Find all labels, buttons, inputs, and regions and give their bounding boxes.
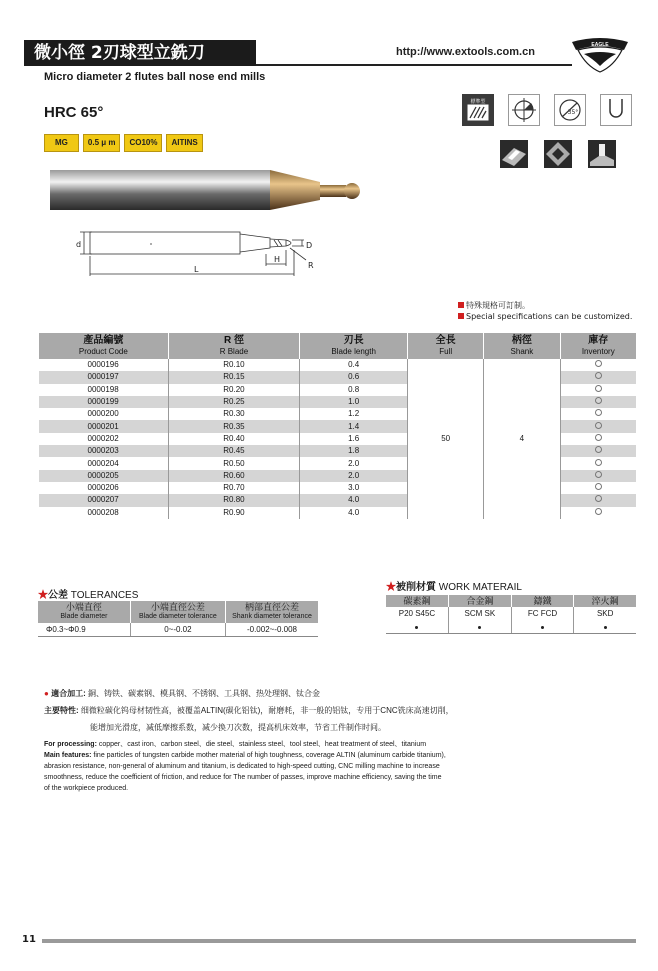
processing-en: For processing: copper、cast iron、carbon steel、die steel、stainless steel、tool steel、heat treatment of steel、titanium xyxy=(44,741,427,748)
table-row xyxy=(39,359,637,371)
shank-cell: 4 xyxy=(484,359,560,519)
stock-circle-icon xyxy=(595,409,602,416)
label-d: d xyxy=(76,240,82,249)
product-code-cell: 0000205 xyxy=(39,470,169,482)
subtitle: Micro diameter 2 flutes ball nose end mills xyxy=(44,71,266,83)
blade-length-cell: 0.6 xyxy=(300,371,408,383)
stock-circle-icon xyxy=(595,459,602,466)
footer-bar xyxy=(42,939,636,943)
r-blade-cell: R0.20 xyxy=(168,384,300,396)
inventory-cell xyxy=(560,371,636,383)
tol-header-blade-diameter: 小端直徑 Blade diameter xyxy=(38,601,130,623)
label-H: H xyxy=(274,255,281,264)
product-table-header xyxy=(39,333,637,359)
custom-note-en: Special specifications can be customized. xyxy=(466,312,633,321)
badge-mg: MG xyxy=(44,134,79,152)
tol-header-shank-tolerance: 柄部直徑公差 Shank diameter tolerance xyxy=(225,601,318,623)
product-table xyxy=(38,333,636,519)
pocket-milling-icon xyxy=(544,140,572,168)
header-rule xyxy=(256,64,572,66)
stock-circle-icon xyxy=(595,360,602,367)
stock-circle-icon xyxy=(595,372,602,379)
inventory-cell xyxy=(560,482,636,494)
blade-length-cell: 1.8 xyxy=(300,445,408,457)
custom-note-cn: 特殊規格可訂制。 xyxy=(466,301,530,310)
tool-diagram xyxy=(70,226,340,292)
main-features-en-4: of the workpiece produced. xyxy=(44,785,129,792)
r-blade-cell: R0.40 xyxy=(168,433,300,445)
blade-length-cell: 4.0 xyxy=(300,507,408,519)
wm-sub-cast-iron: FC FCD xyxy=(511,607,574,620)
r-blade-cell: R0.80 xyxy=(168,494,300,506)
work-material-table xyxy=(386,595,636,634)
inventory-cell xyxy=(560,420,636,432)
badge-cobalt: CO10% xyxy=(124,134,162,152)
svg-text:標準型: 標準型 xyxy=(470,99,486,105)
slot-milling-icon xyxy=(500,140,528,168)
label-L: L xyxy=(194,265,199,274)
wm-sub-hardened-steel: SKD xyxy=(574,607,636,620)
product-code-cell: 0000199 xyxy=(39,396,169,408)
inventory-cell xyxy=(560,494,636,506)
wm-dot-hardened-steel xyxy=(574,620,636,634)
r-blade-cell: R0.15 xyxy=(168,371,300,383)
tol-blade-diameter: Φ0.3~Φ0.9 xyxy=(38,623,130,637)
badge-grain: 0.5 μ m xyxy=(83,134,121,152)
inventory-cell xyxy=(560,445,636,457)
r-blade-cell: R0.35 xyxy=(168,420,300,432)
badge-coating: AITINS xyxy=(166,134,202,152)
stock-circle-icon xyxy=(595,471,602,478)
blade-length-cell: 2.0 xyxy=(300,457,408,469)
profile-milling-icon xyxy=(588,140,616,168)
hardness-label: HRC 65° xyxy=(44,104,104,121)
product-code-cell: 0000197 xyxy=(39,371,169,383)
blade-length-cell: 0.4 xyxy=(300,359,408,371)
label-R: R xyxy=(308,261,314,270)
r-blade-cell: R0.10 xyxy=(168,359,300,371)
blade-length-cell: 1.4 xyxy=(300,420,408,432)
stock-circle-icon xyxy=(595,495,602,502)
logo-text: EAGLE xyxy=(591,42,609,48)
wm-sub-carbon-steel: P20 S45C xyxy=(398,609,436,618)
r-blade-cell: R0.60 xyxy=(168,470,300,482)
wm-header-carbon-steel: 碳素鋼 xyxy=(386,595,448,607)
spec-icons-bottom xyxy=(500,140,616,168)
product-code-cell: 0000207 xyxy=(39,494,169,506)
inventory-cell xyxy=(560,470,636,482)
header-shank: 柄徑 Shank xyxy=(484,333,560,359)
r-blade-cell: R0.45 xyxy=(168,445,300,457)
coating-badges xyxy=(44,134,203,152)
stock-circle-icon xyxy=(595,508,602,515)
website-url[interactable]: http://www.extools.com.cn xyxy=(396,46,535,58)
header-product-code: 產品編號 Product Code xyxy=(39,333,169,359)
header-full: 全長 Full xyxy=(408,333,484,359)
svg-text:35°: 35° xyxy=(567,109,579,116)
r-blade-cell: R0.50 xyxy=(168,457,300,469)
tol-blade-tolerance: 0~-0.02 xyxy=(130,623,225,637)
blade-length-cell: 0.8 xyxy=(300,384,408,396)
stock-circle-icon xyxy=(595,446,602,453)
crosshair-icon xyxy=(508,94,540,126)
inventory-cell xyxy=(560,359,636,371)
wm-dot-alloy-steel xyxy=(448,620,511,634)
header-blade-length: 刃長 Blade length xyxy=(300,333,408,359)
stock-circle-icon xyxy=(595,385,602,392)
blade-length-cell: 1.0 xyxy=(300,396,408,408)
work-material-title: ★被削材質 WORK MATERAIL xyxy=(386,582,522,593)
blade-length-cell: 1.6 xyxy=(300,433,408,445)
processing-cn: ● 適合加工: 銅、铸铁、碳素钢、模具钢、不锈钢、工具钢、热处理钢、钛合金 xyxy=(44,689,320,698)
inventory-cell xyxy=(560,396,636,408)
wm-dot-carbon-steel xyxy=(386,620,448,634)
tol-shank-tolerance: -0.002~-0.008 xyxy=(225,623,318,637)
r-blade-cell: R0.30 xyxy=(168,408,300,420)
main-features-en: Main features: fine particles of tungsten carbide mother material of high toughness, coverage ALTIN (aluminum carbide titanium), xyxy=(44,752,446,759)
main-features-cn-2: 能增加光滑度，减低摩擦系数，减少换刀次数，提高机床效率，节省工件制作时间。 xyxy=(90,723,386,732)
page-number: 11 xyxy=(22,934,36,945)
inventory-cell xyxy=(560,384,636,396)
eagle-logo xyxy=(570,36,630,74)
product-code-cell: 0000200 xyxy=(39,408,169,420)
stock-circle-icon xyxy=(595,483,602,490)
label-D: D xyxy=(306,241,313,250)
inventory-cell xyxy=(560,408,636,420)
product-code-cell: 0000201 xyxy=(39,420,169,432)
product-code-cell: 0000206 xyxy=(39,482,169,494)
custom-spec-note xyxy=(458,300,632,322)
main-features-cn: 主要特性: 细微粒碳化钨母材韧性高，被覆盖ALTIN(碳化铝钛)，耐磨耗，非一般的铝钛，专用于CNC铣床高速切削， xyxy=(44,706,454,715)
wm-header-cast-iron: 鑄鐵 xyxy=(511,595,574,607)
stock-circle-icon xyxy=(595,397,602,404)
blade-length-cell: 2.0 xyxy=(300,470,408,482)
r-blade-cell: R0.70 xyxy=(168,482,300,494)
ball-nose-icon xyxy=(600,94,632,126)
helix-angle-icon xyxy=(554,94,586,126)
product-code-cell: 0000196 xyxy=(39,359,169,371)
blade-length-cell: 1.2 xyxy=(300,408,408,420)
header-r-blade: R 徑 R Blade xyxy=(168,333,300,359)
main-features-en-2: abrasion resistance, non-general of aluminum and titanium, is dedicated to high-speed cutting, CNC milling machine to increase xyxy=(44,763,440,770)
product-code-cell: 0000198 xyxy=(39,384,169,396)
wm-header-hardened-steel: 淬火鋼 xyxy=(574,595,636,607)
blade-length-cell: 3.0 xyxy=(300,482,408,494)
product-code-cell: 0000202 xyxy=(39,433,169,445)
product-code-cell: 0000204 xyxy=(39,457,169,469)
tol-header-blade-tolerance: 小端直徑公差 Blade diameter tolerance xyxy=(130,601,225,623)
full-length-cell: 50 xyxy=(408,359,484,519)
page-title: 微小徑 2刃球型立銑刀 xyxy=(24,40,256,66)
wm-header-alloy-steel: 合金鋼 xyxy=(448,595,511,607)
product-code-cell: 0000208 xyxy=(39,507,169,519)
r-blade-cell: R0.90 xyxy=(168,507,300,519)
wm-sub-alloy-steel: SCM SK xyxy=(448,607,511,620)
standard-type-icon xyxy=(462,94,494,126)
inventory-cell xyxy=(560,457,636,469)
tool-photo xyxy=(50,168,370,214)
main-features-en-3: smoothness, reduce the coefficient of friction, and reduce for The number of passes, improve machine efficiency, saving the time xyxy=(44,774,442,781)
tolerances-table xyxy=(38,601,318,637)
spec-icons-top xyxy=(462,94,632,126)
r-blade-cell: R0.25 xyxy=(168,396,300,408)
inventory-cell xyxy=(560,433,636,445)
inventory-cell xyxy=(560,507,636,519)
blade-length-cell: 4.0 xyxy=(300,494,408,506)
product-code-cell: 0000203 xyxy=(39,445,169,457)
stock-circle-icon xyxy=(595,434,602,441)
header-inventory: 庫存 Inventory xyxy=(560,333,636,359)
wm-dot-cast-iron xyxy=(511,620,574,634)
stock-circle-icon xyxy=(595,422,602,429)
tolerances-title: ★公差 TOLERANCES xyxy=(38,590,139,601)
